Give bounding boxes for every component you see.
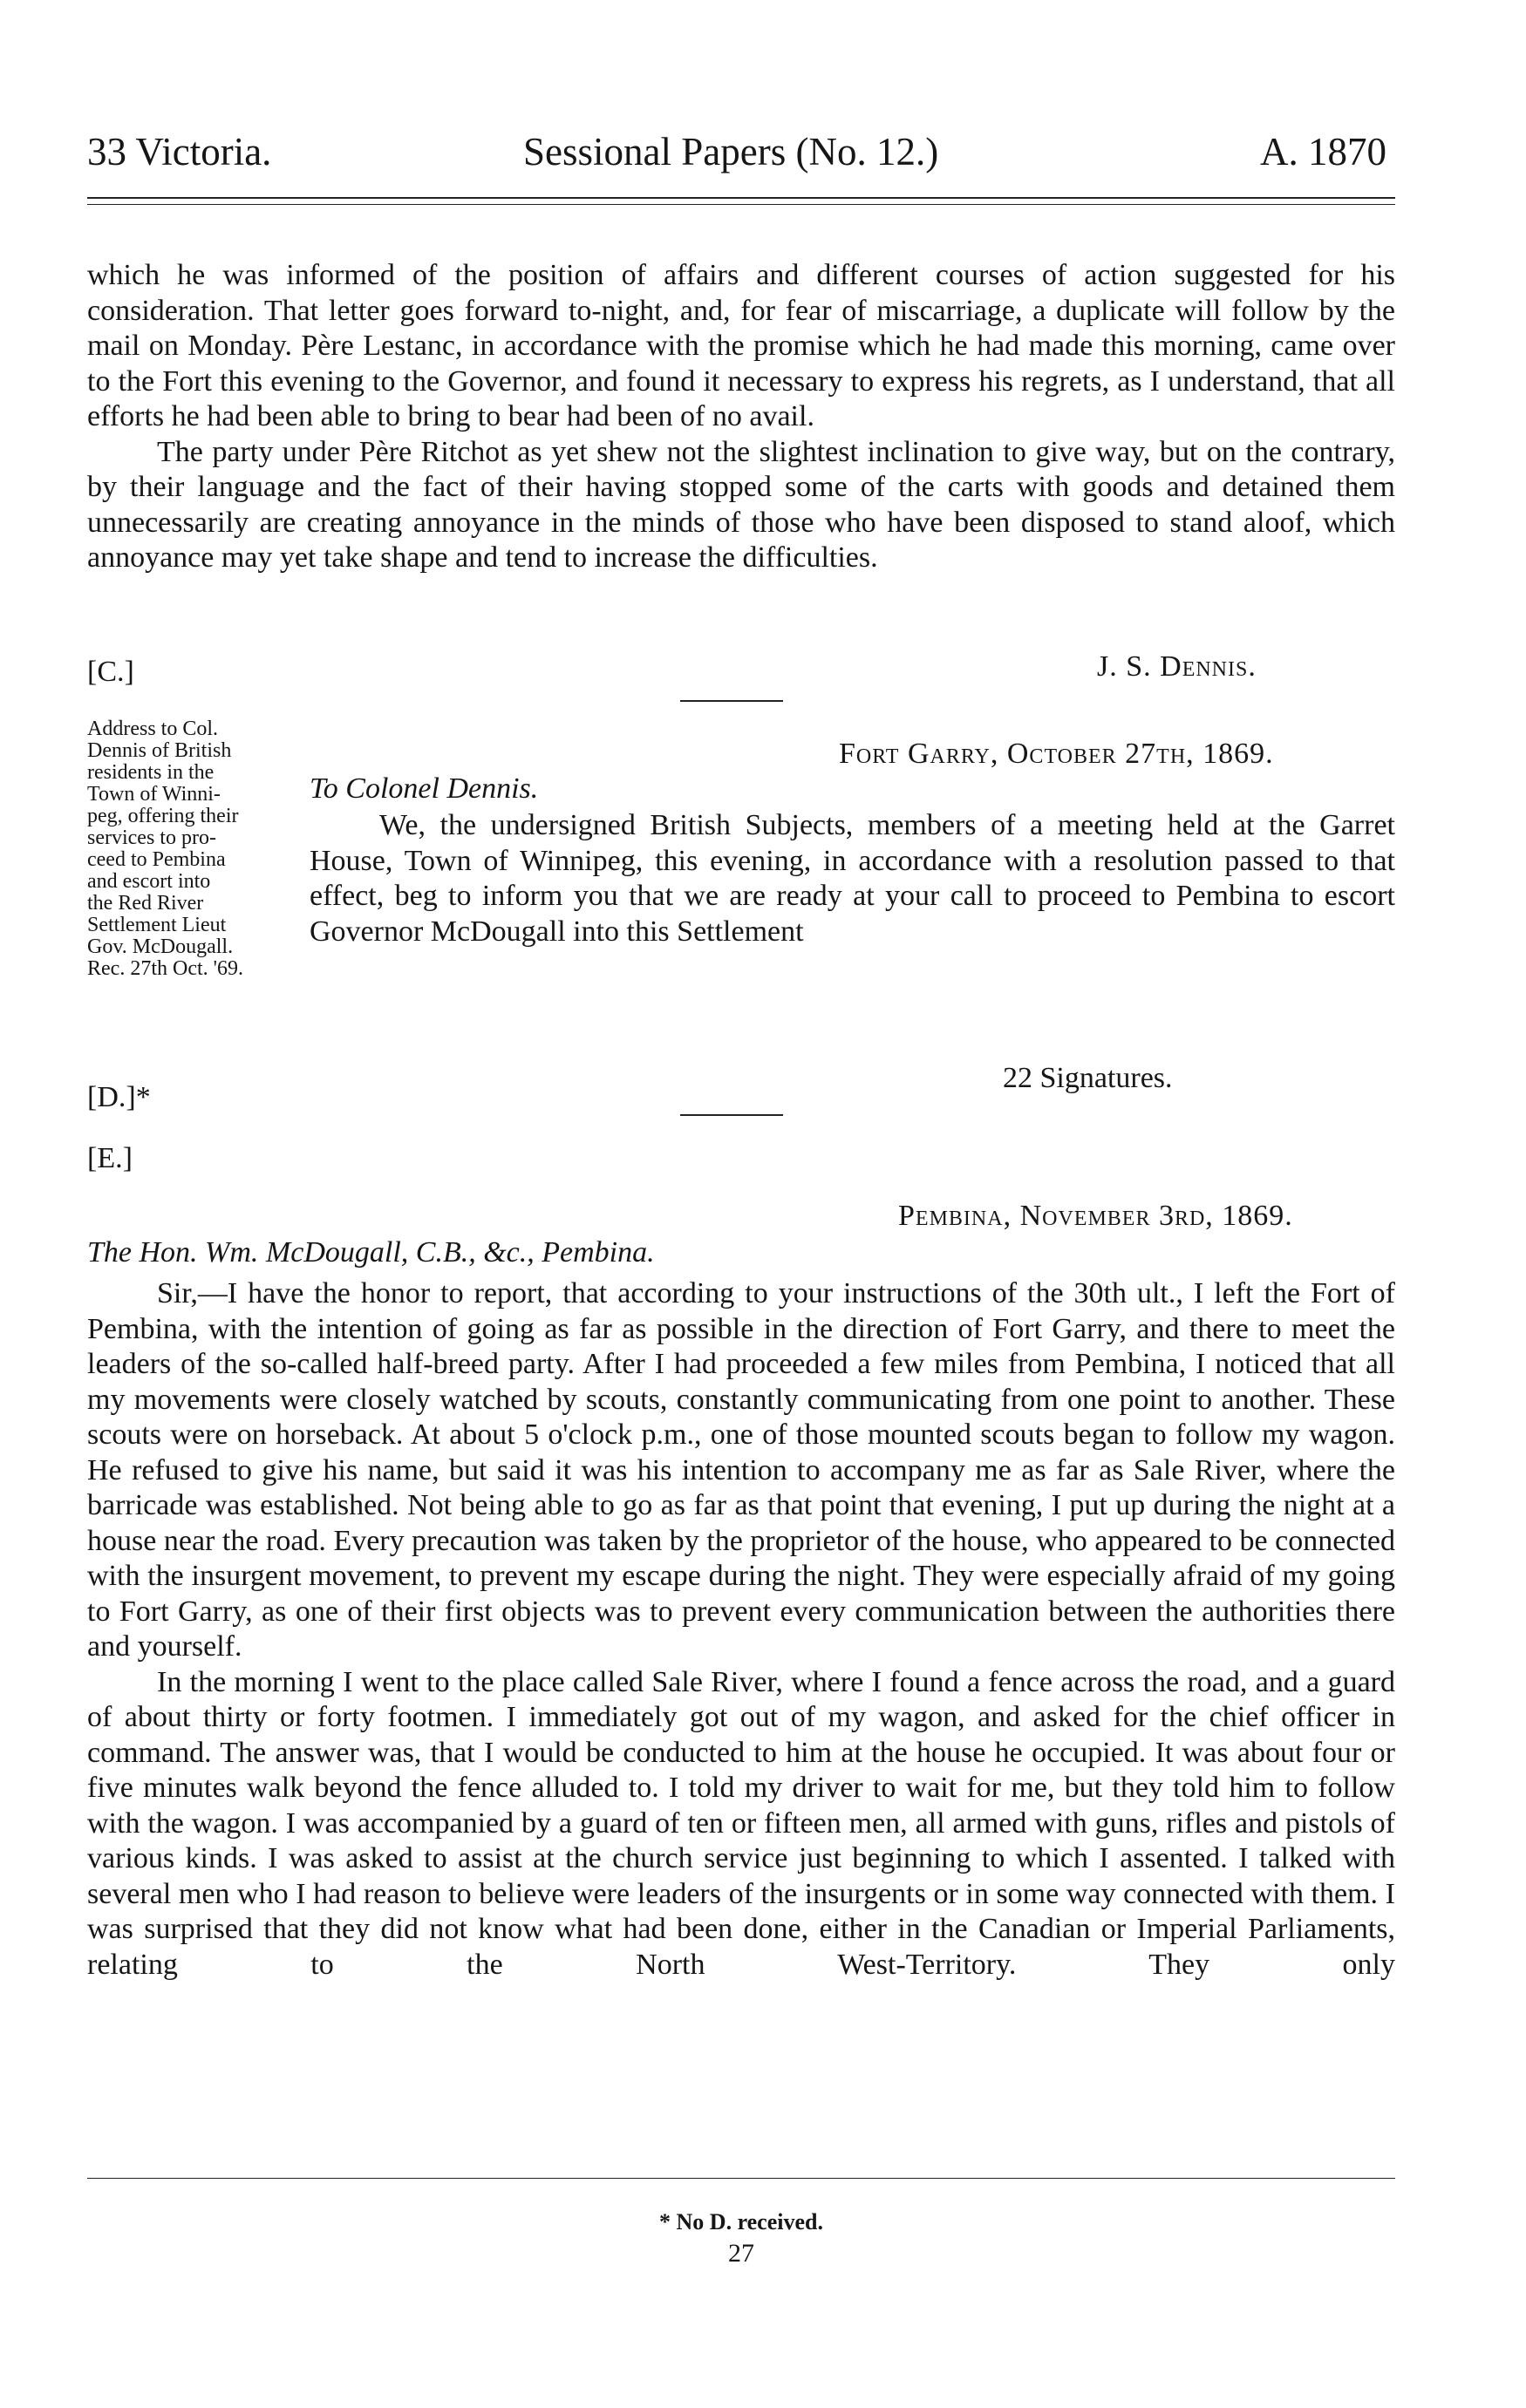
addressee: The Hon. Wm. McDougall, C.B., &c., Pembina. xyxy=(87,1236,655,1269)
margin-note-line: the Red River xyxy=(87,892,204,915)
section-marker-d: [D.]* xyxy=(87,1081,151,1113)
salutation: To Colonel Dennis. xyxy=(310,772,539,805)
section-b-text xyxy=(87,258,1395,576)
margin-note-line: ceed to Pembina xyxy=(87,848,226,871)
margin-note-line: Town of Winni- xyxy=(87,783,221,806)
section-divider xyxy=(680,1114,783,1116)
section-c-text xyxy=(310,808,1395,949)
signature-dennis: J. S. Dennis. xyxy=(1097,650,1257,683)
footer-rule xyxy=(87,2178,1395,2179)
section-divider xyxy=(680,700,783,702)
header-session: 33 Victoria. xyxy=(87,130,272,173)
header-rule-bottom xyxy=(87,204,1395,205)
header-title: Sessional Papers (No. 12.) xyxy=(523,130,939,173)
dateline-fort-garry: Fort Garry, October 27th, 1869. xyxy=(839,738,1274,770)
margin-note-line: peg, offering their xyxy=(87,805,239,827)
signature-count: 22 Signatures. xyxy=(1003,1062,1173,1094)
header-rule-top xyxy=(87,197,1395,199)
running-header xyxy=(87,129,1386,181)
margin-note-line: and escort into xyxy=(87,870,211,893)
footnote: * No D. received. xyxy=(659,2209,823,2235)
section-marker-c: [C.] xyxy=(87,656,134,688)
page-number: 27 xyxy=(728,2239,754,2268)
paragraph: We, the undersigned British Subjects, members of a meeting held at the Garret House, Town of Winnipeg, this evening, in accordance with a resolution passed to that effect, beg to inform you that we are ready at your call to proceed to Pembina to escort Governor McDougall into this Settlement xyxy=(310,809,1395,948)
section-e-text xyxy=(87,1276,1395,1983)
section-marker-e: [E.] xyxy=(87,1142,133,1174)
header-year: A. 1870 xyxy=(1260,130,1386,173)
paragraph: Sir,—I have the honor to report, that according to your instructions of the 30th ult., I left the Fort of Pembina, with the intention of going as far as possible in the direction of Fort Garry, and there to meet the leaders of the so-called half-breed party. After I had proceeded a few miles from Pembina, I noticed that all my movements were closely watched by scouts, constantly communicating from one point to another. These scouts were on horseback. At about 5 o'clock p.m., one of those mounted scouts began to follow my wagon. He refused to give his name, but said it was his intention to accompany me as far as Sale River, where the barricade was established. Not being able to go as far as that point that evening, I put up during the night at a house near the road. Every precaution was taken by the proprietor of the house, who appeared to be connected with the insurgent movement, to prevent my escape during the night. They were especially afraid of my going to Fort Garry, as one of their first objects was to prevent every communication between the authorities there and yourself. xyxy=(87,1277,1395,1663)
margin-note-line: services to pro- xyxy=(87,826,216,849)
paragraph: which he was informed of the position of affairs and different courses of action suggested for his consideration. That letter goes forward to-night, and, for fear of miscarriage, a duplicate will follow by the mail on Monday. Père Lestanc, in accordance with the promise which he had made this morning, came over to the Fort this evening to the Governor, and found it necessary to express his regrets, as I understand, that all efforts he had been able to bring to bear had been of no avail. xyxy=(87,259,1395,432)
margin-note-line: residents in the xyxy=(87,761,215,784)
margin-note-line: Dennis of British xyxy=(87,739,232,762)
paragraph: In the morning I went to the place called Sale River, where I found a fence across the road, and a guard of about thirty or forty footmen. I immediately got out of my wagon, and asked for the chief officer in command. The answer was, that I would be conducted to him at the house he occupied. It was about four or five minutes walk beyond the fence alluded to. I told my driver to wait for me, but they told him to follow with the wagon. I was accompanied by a guard of ten or fifteen men, all armed with guns, rifles and pistols of various kinds. I was asked to assist at the church service just beginning to which I assented. I talked with several men who I had reason to believe were leaders of the insurgents or in some way connected with them. I was surprised that they did not know what had been done, either in the Canadian or Imperial Parliaments, relating to the North West-Territory. They only xyxy=(87,1665,1395,1981)
margin-note-line: Gov. McDougall. xyxy=(87,935,234,958)
margin-note-line: Address to Col. xyxy=(87,718,218,740)
dateline-pembina: Pembina, November 3rd, 1869. xyxy=(898,1200,1293,1232)
margin-note xyxy=(87,718,314,980)
margin-note-line: Rec. 27th Oct. '69. xyxy=(87,957,243,980)
margin-note-line: Settlement Lieut xyxy=(87,914,227,936)
paragraph: The party under Père Ritchot as yet shew not the slightest inclination to give way, but on the contrary, by their language and the fact of their having stopped some of the carts with goods and detained them unnecessarily are creating annoyance in the minds of those who have been disposed to stand aloof, which annoyance may yet take shape and tend to increase the difficulties. xyxy=(87,435,1395,574)
